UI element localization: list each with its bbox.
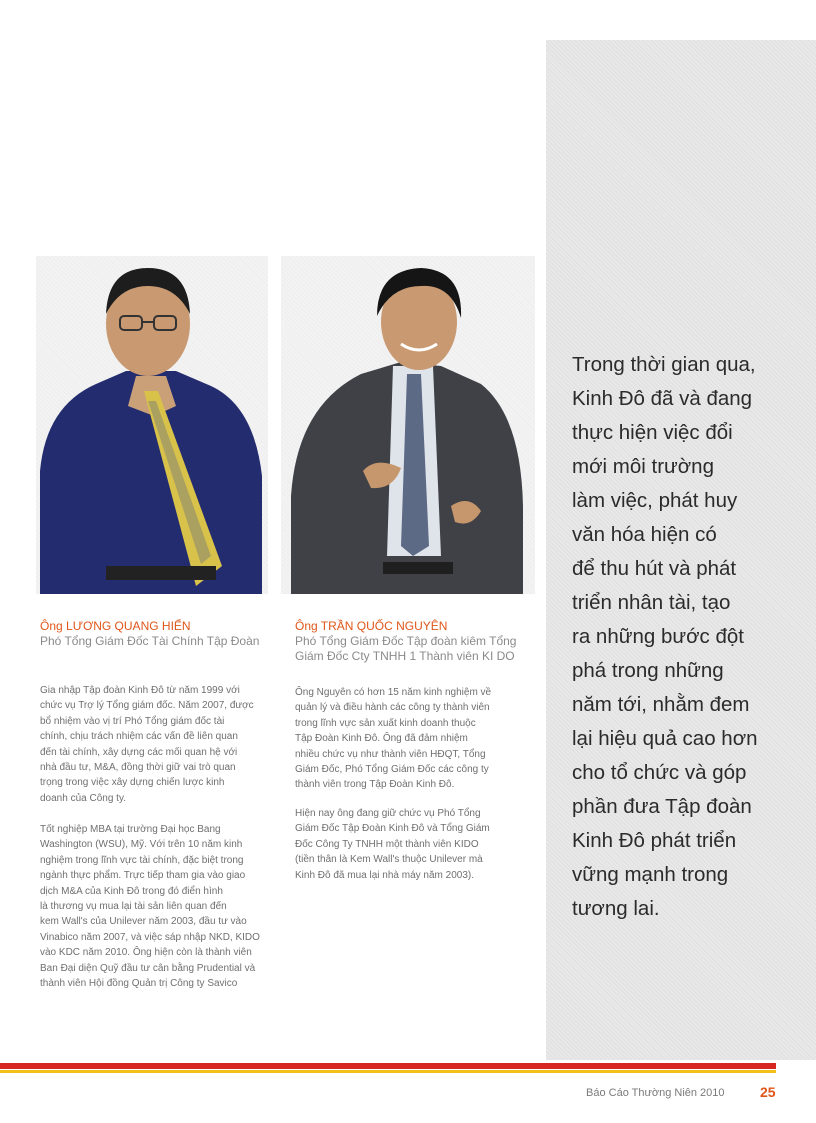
profile1-role	[40, 634, 259, 649]
text-line: Hiện nay ông đang giữ chức vụ Phó Tổng	[295, 808, 481, 819]
text-line: Vinabico năm 2007, và việc sáp nhập NKD, KIDO	[40, 931, 260, 943]
text-line: Kinh Đô đã mua lại nhà máy năm 2003).	[295, 869, 474, 881]
profile2-bio-paragraph-2	[295, 806, 517, 883]
profile1-bio-paragraph-2	[40, 822, 270, 991]
text-line: Giám Đốc, Phó Tổng Giám Đốc các công ty	[295, 764, 489, 776]
text-line: chức vụ Trợ lý Tổng giám đốc. Năm 2007, được	[40, 700, 254, 712]
text-line: Kinh Đô đã và đang	[572, 387, 753, 410]
text-line: quản lý và điều hành các công ty thành viên	[295, 702, 490, 714]
text-line: trọng trong việc xây dựng chiến lược kinh	[40, 777, 225, 789]
pull-quote	[572, 348, 808, 926]
profile1-bio-paragraph-1	[40, 683, 270, 806]
text-line: dịch M&A của Kinh Đô trong đó điển hình	[40, 885, 223, 897]
text-line: nhiều chức vụ như thành viên HĐQT, Tổng	[295, 748, 486, 760]
text-line: ra những bước đột	[572, 625, 744, 648]
text-line: kem Wall's của Unilever năm 2003, đầu tư vào	[40, 916, 247, 928]
footer-red-bar	[0, 1063, 776, 1069]
footer-yellow-bar	[0, 1070, 776, 1073]
text-line: làm việc, phát huy	[572, 489, 738, 512]
portrait-tran-quoc-nguyen	[281, 256, 535, 594]
text-line: trong lĩnh vực sản xuất kinh doanh thuộc	[295, 717, 476, 729]
portrait-luong-quang-hien	[36, 256, 268, 594]
text-line: mới môi trường	[572, 455, 714, 478]
text-line: bổ nhiệm vào vị trí Phó Tổng giám đốc tài	[40, 715, 225, 727]
text-line: phá trong những	[572, 659, 724, 682]
text-line: Phó Tổng Giám Đốc Tài Chính Tập Đoàn	[40, 634, 260, 648]
profile1-name: Ông LƯƠNG QUANG HIỂN	[40, 619, 191, 633]
text-line: Giám Đốc Tập Đoàn Kinh Đô và Tổng Giám	[295, 823, 490, 835]
text-line: Washington (WSU), Mỹ. Với trên 10 năm kinh	[40, 839, 243, 851]
footer-report-title: Báo Cáo Thường Niên 2010	[586, 1087, 725, 1099]
text-line: chính, chịu trách nhiệm các vấn đề liên quan	[40, 731, 238, 743]
text-line: nghiệm trong lĩnh vực tài chính, đặc biệt trong	[40, 854, 244, 866]
text-line: Tốt nghiệp MBA tại trường Đại học Bang	[40, 824, 221, 835]
text-line: Trong thời gian qua,	[572, 353, 756, 376]
text-line: để thu hút và phát	[572, 557, 737, 580]
profile2-name: Ông TRẦN QUỐC NGUYÊN	[295, 619, 448, 633]
text-line: triển nhân tài, tạo	[572, 591, 731, 614]
text-line: Gia nhập Tập đoàn Kinh Đô từ năm 1999 với	[40, 685, 240, 696]
text-line: là thương vụ mua lại tài sản liên quan đến	[40, 901, 227, 913]
text-line: thành viên Hội đồng Quản trị Công ty Savico	[40, 978, 238, 990]
text-line: vững mạnh trong	[572, 863, 729, 886]
text-line: tương lai.	[572, 897, 660, 920]
text-line: đến tài chính, xây dựng các mối quan hệ với	[40, 746, 238, 758]
text-line: năm tới, nhằm đem	[572, 693, 750, 716]
text-line: Tập Đoàn Kinh Đô. Ông đã đảm nhiệm	[295, 733, 468, 745]
text-line: Phó Tổng Giám Đốc Tập đoàn kiêm Tổng	[295, 634, 517, 648]
text-line: thành viên trong Tập Đoàn Kinh Đô.	[295, 779, 455, 791]
text-line: lại hiệu quả cao hơn	[572, 727, 758, 750]
text-line: Giám Đốc Cty TNHH 1 Thành viên KI DO	[295, 649, 515, 663]
text-line: ngành thực phẩm. Trực tiếp tham gia vào giao	[40, 870, 246, 882]
text-line: Ban Đại diện Quỹ đầu tư cân bằng Prudential và	[40, 962, 256, 974]
text-line: Kinh Đô phát triển	[572, 829, 737, 852]
text-line: vào KDC năm 2010. Ông hiện còn là thành viên	[40, 947, 252, 959]
text-line: nhà đầu tư, M&A, đồng thời giữ vai trò quan	[40, 762, 236, 774]
page-number: 25	[760, 1084, 776, 1100]
text-line: Ông Nguyên có hơn 15 năm kinh nghiệm về	[295, 687, 492, 698]
text-line: thực hiện việc đổi	[572, 421, 733, 444]
text-line: phần đưa Tập đoàn	[572, 795, 752, 818]
profile2-role	[295, 634, 516, 664]
text-line: Đốc Công Ty TNHH một thành viên KIDO	[295, 838, 479, 850]
profile2-bio-paragraph-1	[295, 685, 517, 793]
text-line: doanh của Công ty.	[40, 792, 126, 804]
text-line: (tiền thân là Kem Wall's thuộc Unilever mà	[295, 854, 483, 866]
text-line: cho tổ chức và góp	[572, 761, 747, 784]
text-line: văn hóa hiện có	[572, 523, 717, 546]
